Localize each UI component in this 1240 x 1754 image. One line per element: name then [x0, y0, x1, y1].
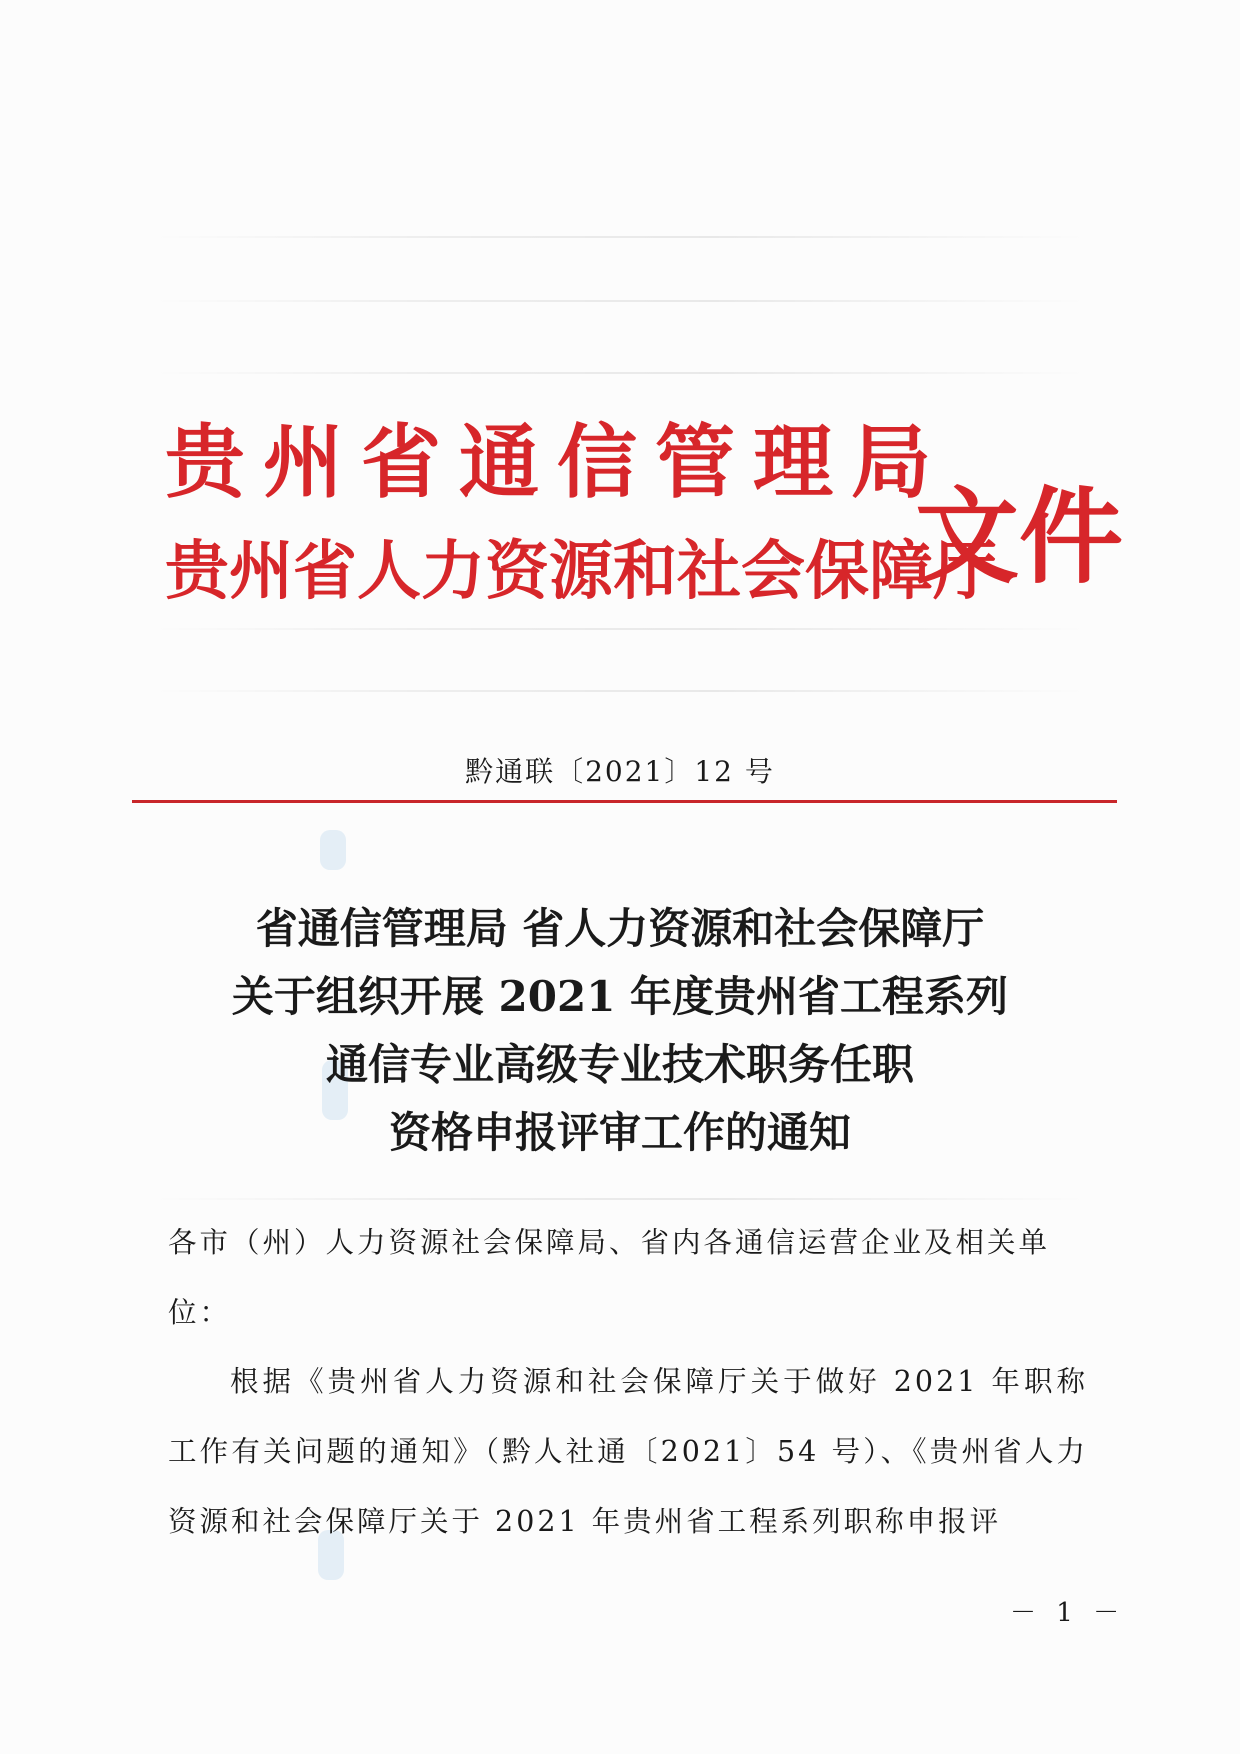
- salutation: 各市（州）人力资源社会保障局、省内各通信运营企业及相关单位：: [168, 1226, 1051, 1329]
- scan-noise-line: [150, 690, 1090, 692]
- title-line: 关于组织开展 2021 年度贵州省工程系列: [231, 972, 1009, 1021]
- scan-noise-line: [150, 1198, 1090, 1200]
- document-number: 黔通联〔2021〕12 号: [465, 755, 775, 788]
- title-line: 通信专业高级专业技术职务任职: [325, 1040, 914, 1089]
- title-line: 资格申报评审工作的通知: [388, 1108, 851, 1157]
- scan-noise-line: [150, 372, 1090, 374]
- page-number: － 1 －: [1010, 1598, 1126, 1628]
- body-paragraph: 根据《贵州省人力资源和社会保障厅关于做好 2021 年职称工作有关问题的通知》（黔人社通〔2021〕54 号）、《贵州省人力资源和社会保障厅关于 2021 年贵州省工程系列职称申报评: [168, 1365, 1088, 1538]
- scan-noise-line: [150, 236, 1090, 238]
- red-divider: [132, 800, 1117, 803]
- document-type-mark: 文件: [915, 475, 1124, 598]
- issuing-org-2: 贵州省人力资源和社会保障厅: [165, 534, 997, 609]
- title-line: 省通信管理局 省人力资源和社会保障厅: [255, 904, 985, 953]
- scan-smudge: [320, 830, 346, 870]
- document-title: [0, 895, 1240, 1167]
- scan-noise-line: [150, 628, 1090, 630]
- scan-noise-line: [150, 300, 1090, 302]
- issuing-org-1: 贵州省通信管理局: [165, 415, 949, 509]
